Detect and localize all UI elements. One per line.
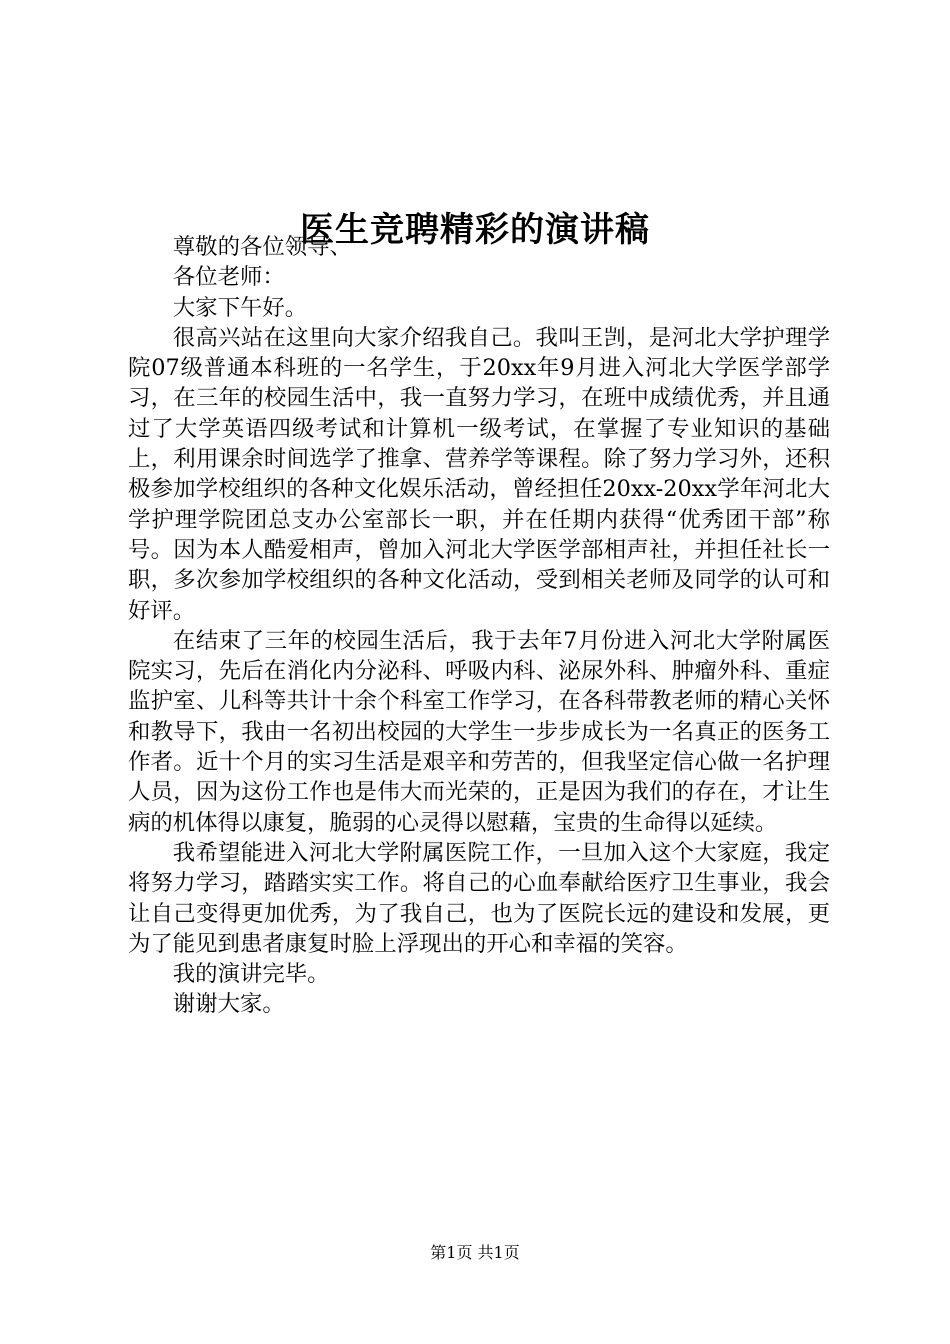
paragraph-self-introduction: 很高兴站在这里向大家介绍我自己。我叫王剀，是河北大学护理学院07级普通本科班的一名学生，于20xx年9月进入河北大学医学部学习，在三年的校园生活中，我一直努力学习，在班中成绩优秀，并且通过了大学英语四级考试和计算机一级考试，在掌握了专业知识的基础上，利用课余时间选学了推拿、营养学等课程。除了努力学习外，还积极参加学校组织的各种文化娱乐活动，曾经担任20xx-20xx学年河北大学护理学院团总支办公室部长一职，并在任期内获得“优秀团干部”称号。因为本人酷爱相声，曾加入河北大学医学部相声社，并担任社长一职，多次参加学校组织的各种文化活动，受到相关老师及同学的认可和好评。	[128, 324, 830, 624]
closing-statement: 我的演讲完毕。	[172, 961, 330, 988]
salutation-leaders: 尊敬的各位领导、	[172, 234, 352, 260]
paragraph-internship: 在结束了三年的校园生活后，我于去年7月份进入河北大学附属医院实习，先后在消化内分泌科、呼吸内科、泌尿外科、肿瘤外科、重症监护室、儿科等共计十余个科室工作学习，在各科带教老师的精心关怀和教导下，我由一名初出校园的大学生一步步成长为一名真正的医务工作者。近十个月的实习生活是艰辛和劳苦的，但我坚定信心做一名护理人员，因为这份工作也是伟大而光荣的，正是因为我们的存在，才让生病的机体得以康复，脆弱的心灵得以慰藉，宝贵的生命得以延续。	[128, 627, 830, 836]
document-title: 医生竞聘精彩的演讲稿	[300, 209, 650, 250]
salutation-teachers: 各位老师：	[172, 264, 285, 291]
document-body	[128, 232, 830, 1020]
page-number-footer: 第1页 共1页	[430, 1243, 520, 1262]
closing-thanks: 谢谢大家。	[172, 991, 285, 1018]
greeting: 大家下午好。	[172, 294, 308, 321]
paragraph-aspiration: 我希望能进入河北大学附属医院工作，一旦加入这个大家庭，我定将努力学习，踏踏实实工作。将自己的心血奉献给医疗卫生事业，我会让自己变得更加优秀，为了我自己，也为了医院长远的建设和发展，更为了能见到患者康复时脸上浮现出的开心和幸福的笑容。	[128, 839, 830, 957]
